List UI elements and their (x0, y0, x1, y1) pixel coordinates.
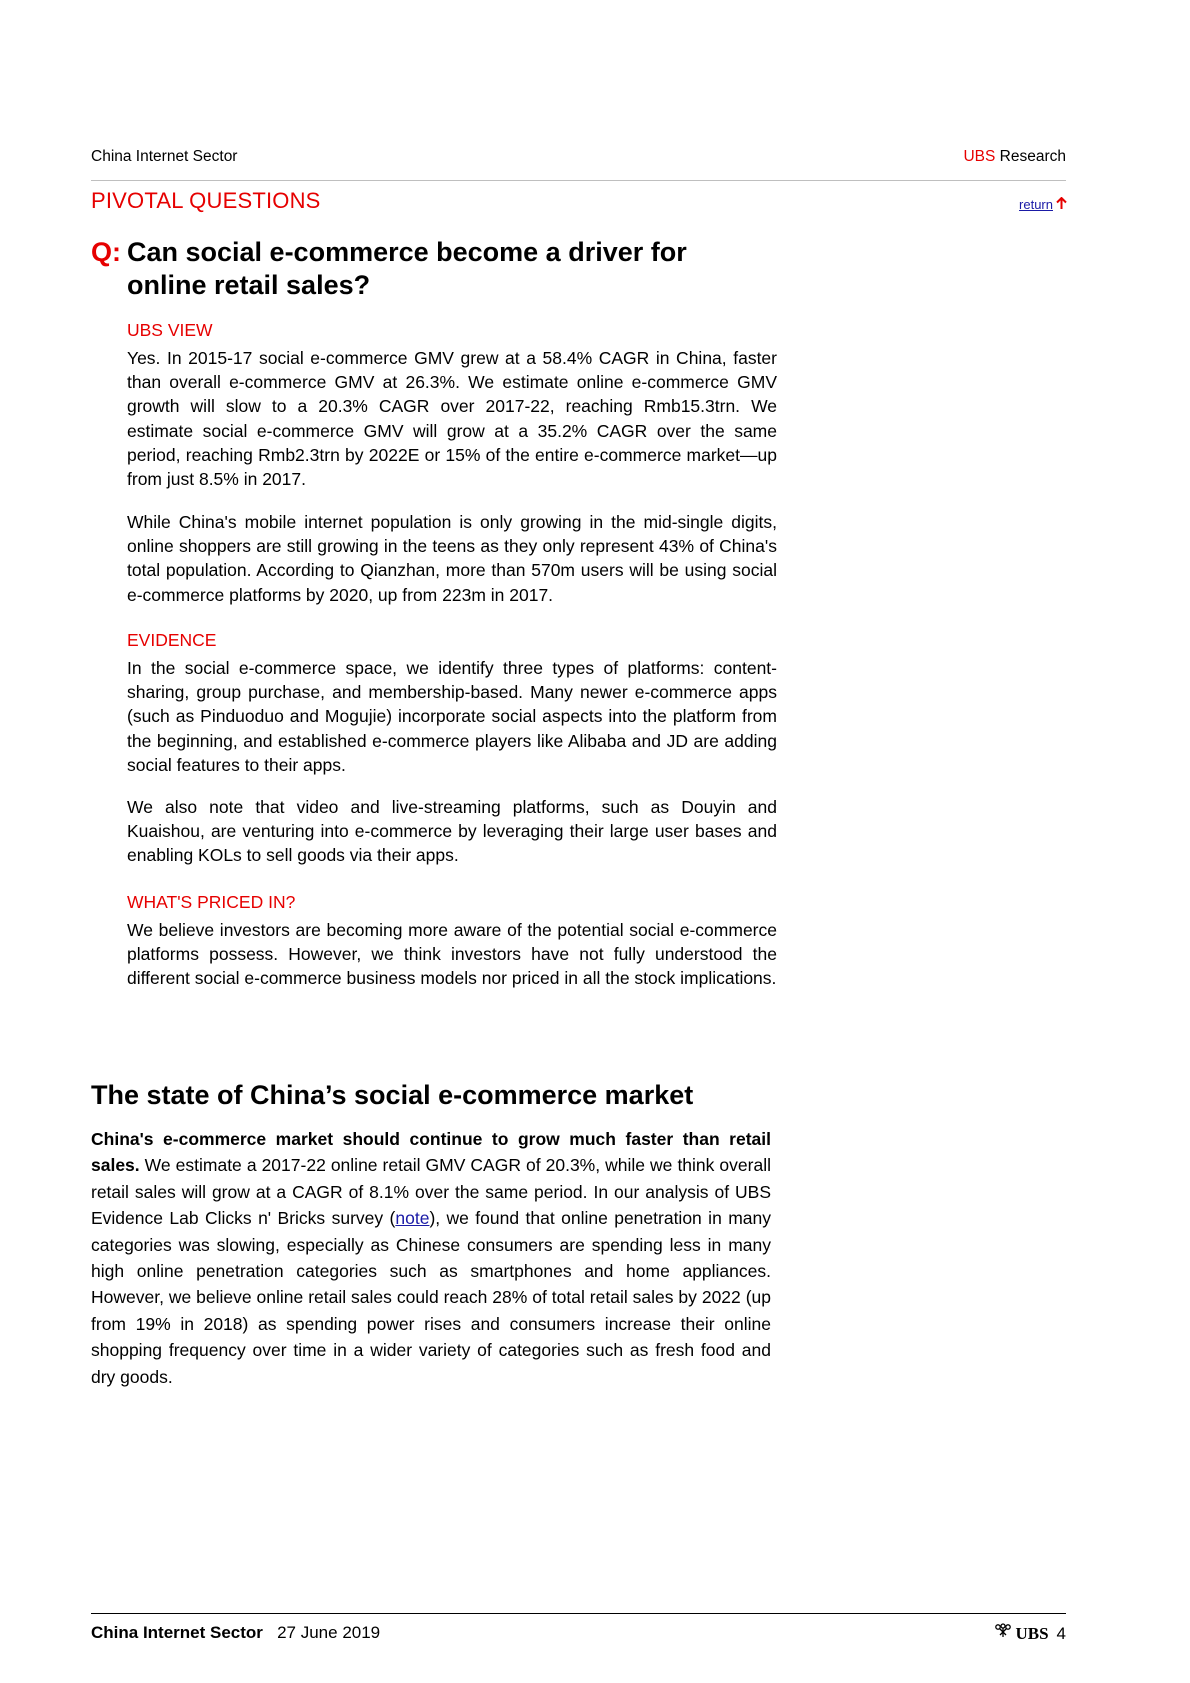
state-paragraph (91, 1126, 771, 1390)
evidence-paragraph-2: We also note that video and live-streaming platforms, such as Douyin and Kuaishou, are venturing into e-commerce by leveraging their large user bases and enabling KOLs to sell goods via their apps. (127, 797, 777, 866)
header-title: China Internet Sector (91, 148, 238, 165)
ubs-view-paragraph-1: Yes. In 2015-17 social e-commerce GMV grew at a 58.4% CAGR in China, faster than overall e-commerce GMV at 26.3%. We estimate online e-commerce GMV growth will slow to a 20.3% CAGR over 2017-22, reaching Rmb15.3trn. We estimate social e-commerce GMV will grow at a 35.2% CAGR over the same period, reaching Rmb2.3trn by 2022E or 15% of the entire e-commerce market—up from just 8.5% in 2017. (127, 348, 777, 490)
header-brand-ubs: UBS (963, 148, 996, 165)
ubs-logo (994, 1623, 1048, 1644)
section-title: PIVOTAL QUESTIONS (91, 188, 321, 213)
note-link[interactable]: note (395, 1208, 430, 1229)
footer-date: 27 June 2019 (277, 1623, 381, 1642)
state-heading: The state of China’s social e-commerce market (91, 1080, 694, 1110)
return-link[interactable] (1019, 196, 1067, 214)
header-divider (91, 180, 1066, 181)
ubs-logo-text: UBS (1015, 1623, 1049, 1643)
evidence-heading: EVIDENCE (127, 630, 217, 650)
ubs-view-paragraph-2: While China's mobile internet population is only growing in the mid-single digits, online shoppers are still growing in the teens as they only represent 43% of China's total population. According to Qianzhan, more than 570m users will be using social e-commerce platforms by 2020, up from 223m in 2017. (127, 512, 777, 605)
header-brand-label: Research (999, 148, 1066, 165)
state-lead-bold: China's e-commerce market should continue to grow much faster than retail sales. (91, 1129, 771, 1176)
up-arrow-icon[interactable] (1056, 196, 1067, 214)
evidence-paragraph-1: In the social e-commerce space, we identify three types of platforms: content-sharing, group purchase, and membership-based. Many newer e-commerce apps (such as Pinduoduo and Mogujie) incorporate social aspects into the platform from the beginning, and established e-commerce players like Alibaba and JD are adding social features to their apps. (127, 658, 777, 775)
question-text-line1: Can social e-commerce become a driver for (127, 237, 687, 267)
footer-title: China Internet Sector (91, 1623, 263, 1642)
footer-left (91, 1623, 380, 1643)
return-link-label[interactable]: return (1019, 197, 1053, 212)
question-mark-label: Q: (91, 237, 121, 267)
ubs-keys-icon (994, 1623, 1012, 1644)
pivotal-question (91, 236, 791, 302)
priced-in-heading: WHAT'S PRICED IN? (127, 892, 296, 912)
ubs-view-heading: UBS VIEW (127, 320, 213, 340)
state-text-after-link: ), we found that online penetration in many categories was slowing, especially as Chinese consumers are spending less in many high online penetration categories such as smartphones and home appliances. However, we believe online retail sales could reach 28% of total retail sales by 2022 (up from 19% in 2018) as spending power rises and consumers increase their online shopping frequency over time in a wider variety of categories such as fresh food and dry goods. (91, 1208, 772, 1387)
footer-divider (91, 1613, 1066, 1614)
header-brand (963, 148, 1066, 166)
priced-in-paragraph: We believe investors are becoming more aware of the potential social e-commerce platforms possess. However, we think investors have not fully understood the different social e-commerce business models nor priced in all the stock implications. (127, 920, 777, 989)
footer-right (994, 1623, 1066, 1644)
state-text-before-link: We estimate a 2017-22 online retail GMV CAGR of 20.3%, while we think overall retail sales will grow at a CAGR of 8.1% over the same period. In our analysis of UBS Evidence Lab Clicks n' Bricks survey ( (91, 1155, 771, 1229)
question-text-line2: online retail sales? (127, 270, 371, 300)
page-number: 4 (1056, 1623, 1066, 1643)
